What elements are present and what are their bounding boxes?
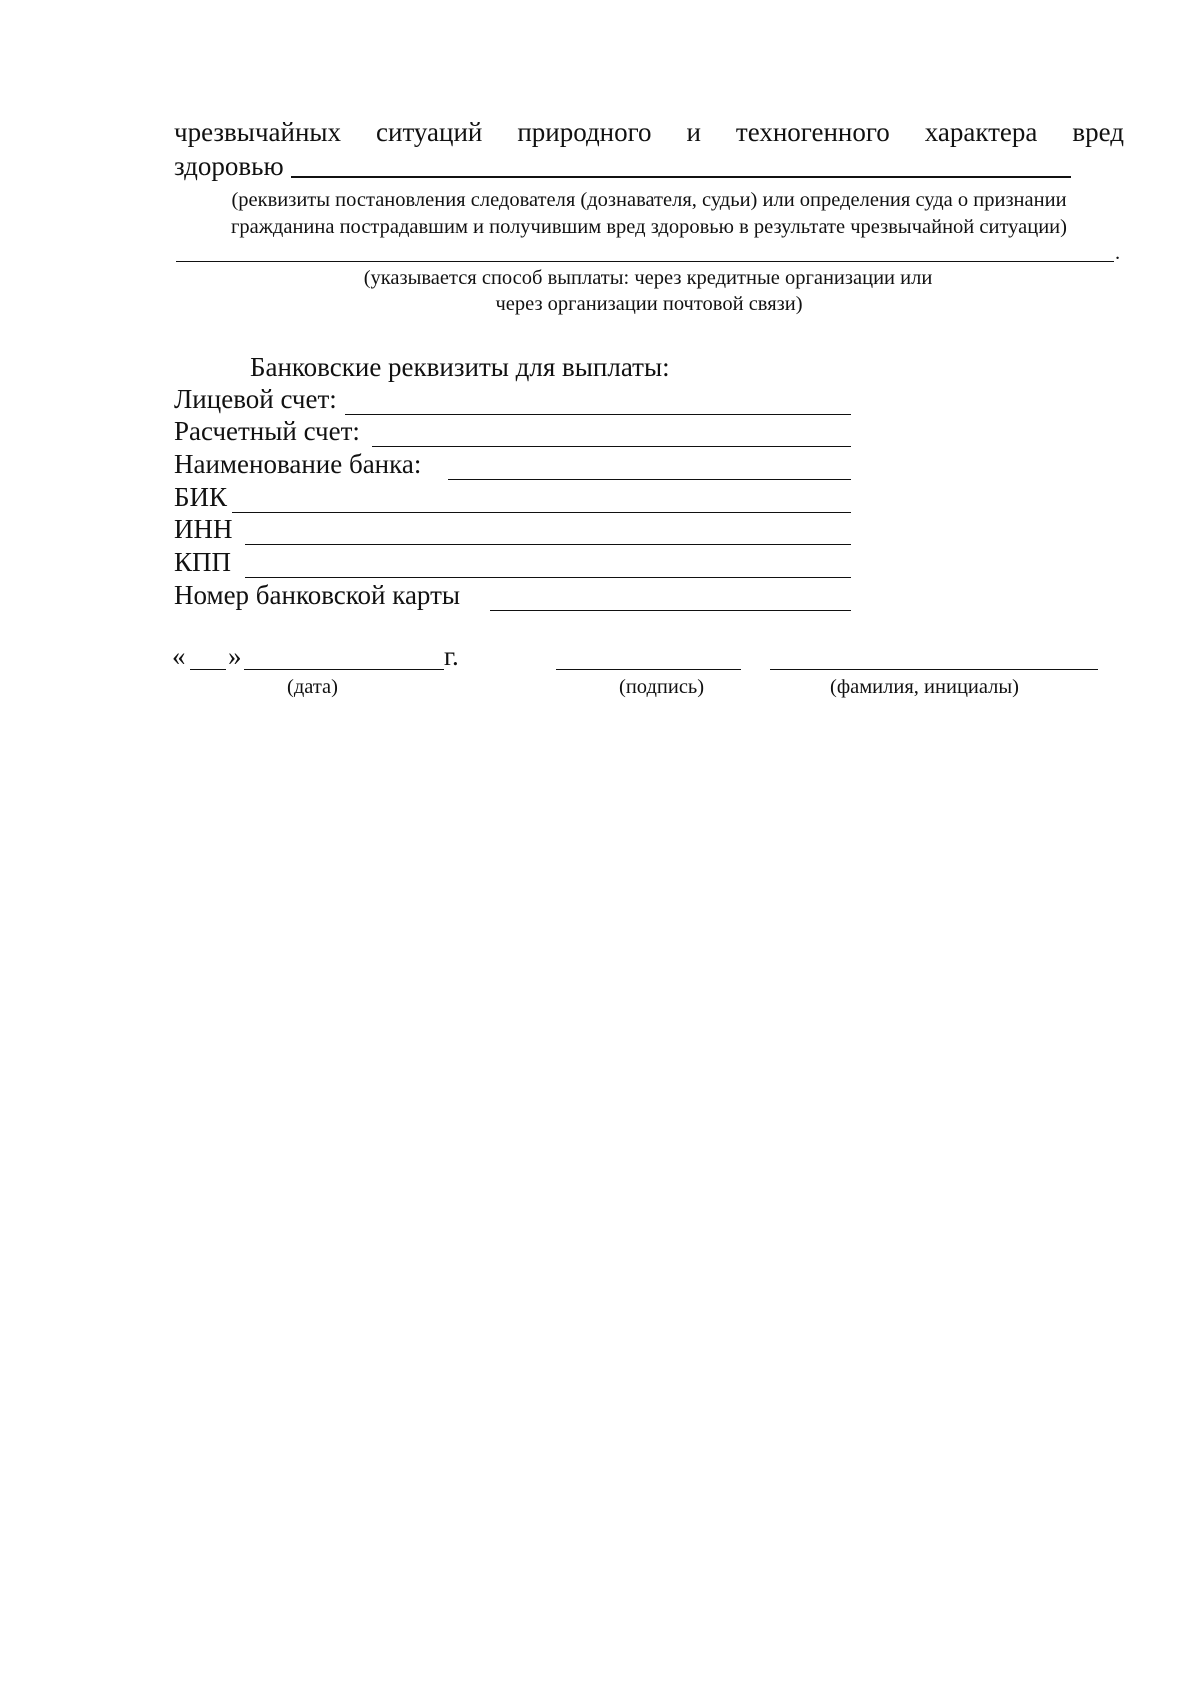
- intro-word: ситуаций: [376, 117, 483, 147]
- field-label-kpp: КПП: [174, 547, 232, 577]
- payment-note-line2-text: через организации почтовой связи): [495, 293, 803, 315]
- date-year-suffix: г.: [444, 641, 459, 671]
- decree-blank-line[interactable]: [291, 176, 1071, 178]
- intro-word: вред: [1072, 117, 1124, 147]
- intro-word: характера: [924, 117, 1038, 147]
- date-caption: (дата): [287, 676, 338, 698]
- payment-line-end: .: [1115, 242, 1121, 264]
- intro-word: природного: [517, 117, 652, 147]
- payment-note-line2: [174, 291, 1124, 317]
- field-line-kpp[interactable]: [245, 577, 851, 578]
- decree-note-line2: гражданина пострадавшим и получившим вред здоровью в результате чрезвычайной ситуации): [231, 216, 1067, 238]
- full-name-blank-line[interactable]: [770, 669, 1098, 670]
- decree-note-line1: (реквизиты постановления следователя (дознавателя, судьи) или определения суда о признании: [231, 189, 1067, 211]
- field-label-card-number: Номер банковской карты: [174, 580, 461, 610]
- field-label-personal-account: Лицевой счет:: [174, 384, 337, 414]
- date-open-quote: «: [172, 641, 186, 671]
- date-day-blank[interactable]: [190, 669, 226, 670]
- signature-caption: (подпись): [619, 676, 705, 698]
- field-line-card-number[interactable]: [490, 610, 851, 611]
- field-label-bik: БИК: [174, 482, 228, 512]
- payment-note-line1-text: (указывается способ выплаты: через кредитные организации или: [363, 267, 933, 289]
- field-line-personal-account[interactable]: [345, 414, 851, 415]
- payment-method-blank-line[interactable]: [176, 261, 1114, 262]
- payment-note-line1: [174, 265, 1124, 291]
- field-label-settlement-account: Расчетный счет:: [174, 416, 360, 446]
- field-label-bank-name: Наименование банка:: [174, 449, 422, 479]
- date-close-quote: »: [228, 641, 242, 671]
- field-line-inn[interactable]: [245, 544, 851, 545]
- intro-word: и: [686, 117, 701, 147]
- field-line-settlement-account[interactable]: [372, 446, 851, 447]
- bank-heading: Банковские реквизиты для выплаты:: [250, 352, 670, 382]
- full-name-caption: (фамилия, инициалы): [830, 676, 1019, 698]
- health-label: здоровью: [174, 151, 284, 181]
- signature-blank-line[interactable]: [556, 669, 741, 670]
- intro-word: чрезвычайных: [174, 117, 342, 147]
- intro-line: [174, 116, 1124, 148]
- field-line-bik[interactable]: [232, 512, 851, 513]
- field-line-bank-name[interactable]: [448, 479, 851, 480]
- field-label-inn: ИНН: [174, 514, 233, 544]
- date-month-blank[interactable]: [244, 669, 444, 670]
- intro-word: техногенного: [735, 117, 890, 147]
